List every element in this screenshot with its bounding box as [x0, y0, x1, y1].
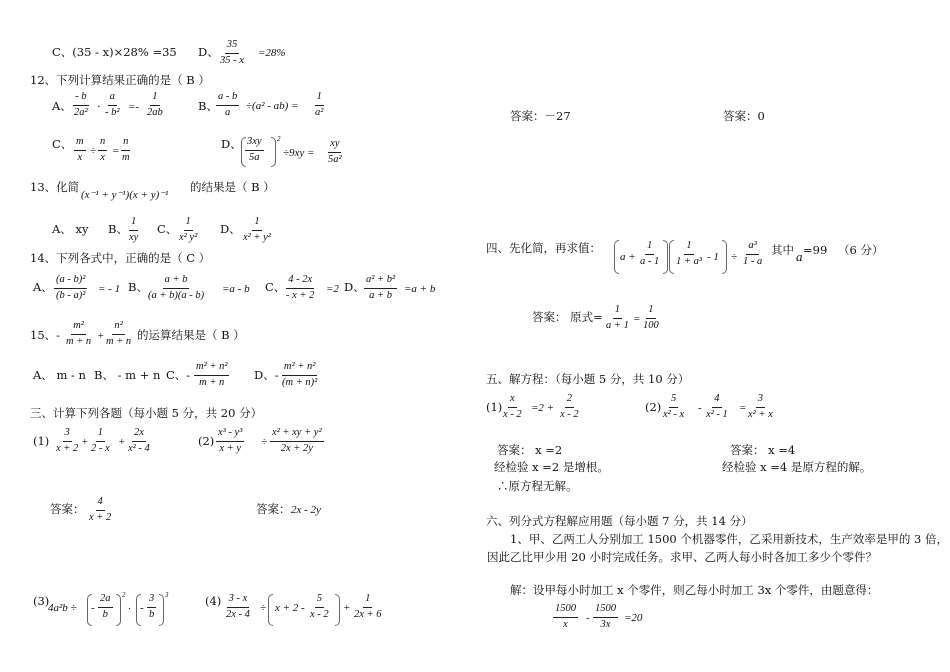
q13-option-c-label: C、 — [157, 222, 178, 236]
s5-p2-op: - — [698, 402, 702, 414]
denominator: 2x + 2y — [280, 442, 313, 454]
s4-score: （6 分） — [838, 243, 884, 257]
s4-answer-frac1 — [604, 305, 631, 331]
numerator: 1 — [252, 217, 261, 231]
numerator: 1 — [150, 92, 159, 106]
q12-b-mid: ÷(a² - ab) = — [246, 100, 299, 112]
s5-p1-mid: =2 + — [531, 402, 555, 414]
s4-answer-frac2 — [641, 305, 661, 331]
numerator: x² + xy + y² — [270, 428, 324, 442]
denominator: x — [100, 151, 105, 163]
numerator: 3xy — [245, 137, 264, 151]
q12-c-frac1 — [74, 137, 86, 163]
denominator: x² + x — [748, 408, 773, 420]
s3-p3-frac2 — [147, 594, 156, 620]
q12-a-frac2 — [103, 92, 122, 118]
s6-eq-op: - — [586, 612, 590, 624]
numerator: 5 — [315, 594, 324, 608]
denominator: x² + y² — [243, 231, 271, 243]
right-paren — [159, 594, 164, 626]
denominator: 2 - x — [91, 442, 110, 454]
denominator: - x + 2 — [286, 289, 315, 301]
s4-op: ÷ — [731, 251, 738, 263]
s4-frac2 — [674, 241, 704, 267]
numerator: 2x — [132, 428, 146, 442]
numerator: n — [98, 137, 107, 151]
denominator: x² - 1 — [706, 408, 728, 420]
q14-title: 14、下列各式中，正确的是（ C ） — [30, 251, 211, 265]
numerator: (a - b)² — [54, 275, 87, 289]
s5-check-2: 经检验 x =4 是原方程的解。 — [722, 460, 872, 474]
s5-p2-frac1 — [661, 394, 686, 420]
numerator: 3 - x — [227, 594, 250, 608]
s4-frac3 — [741, 241, 764, 267]
q14-b-rhs: =a - b — [222, 283, 250, 295]
q12-b-frac1 — [216, 92, 239, 118]
denominator: x - 2 — [310, 608, 329, 620]
denominator: a + b — [369, 289, 392, 301]
numerator: x — [508, 394, 517, 408]
s6-eq-frac2 — [593, 604, 618, 630]
q12-c-eq: = — [112, 145, 120, 157]
denominator: b — [149, 608, 155, 620]
s3-p4-frac2 — [308, 594, 331, 620]
q14-d-rhs: =a + b — [404, 283, 436, 295]
denominator: x² - x — [663, 408, 685, 420]
q14-d-frac — [364, 275, 397, 301]
s5-p2-eq: = — [739, 402, 747, 414]
q15-frac2 — [104, 321, 133, 347]
right-paren — [335, 594, 340, 626]
denominator: x + 2 — [89, 511, 112, 523]
numerator: 1 — [646, 305, 655, 319]
q15-option-b: B、 - m + n — [94, 368, 161, 382]
q15-frac1 — [64, 321, 93, 347]
q15-option-a: A、 m - n — [33, 368, 86, 382]
q12-d-frac1 — [245, 137, 264, 163]
numerator: 4 — [96, 497, 105, 511]
q11-d-rhs: =28% — [258, 47, 286, 59]
numerator: 3 — [147, 594, 156, 608]
denominator: 1 - a — [743, 255, 763, 267]
denominator: m + n — [66, 335, 92, 347]
q12-b-frac2 — [313, 92, 325, 118]
s4-answer-eq: = — [633, 313, 641, 325]
s4-frac1 — [638, 241, 661, 267]
q13-option-b-label: B、 — [108, 222, 128, 236]
denominator: x - 2 — [503, 408, 522, 420]
right-paren — [271, 137, 276, 167]
s5-p2-frac3 — [746, 394, 775, 420]
numerator: 1 — [129, 217, 138, 231]
s4-cond: 其中 — [771, 243, 794, 257]
numerator: xy — [328, 139, 341, 153]
s6-eq-frac1 — [553, 604, 578, 630]
section-3-title: 三、计算下列各题（每小题 5 分，共 20 分） — [30, 406, 263, 420]
s3-p1-op1: + — [81, 436, 89, 448]
q14-c-label: C、 — [265, 280, 286, 294]
numerator: m² — [71, 321, 86, 335]
denominator: (a + b)(a - b) — [148, 289, 205, 301]
denominator: a + 1 — [606, 319, 629, 331]
denominator: 5a — [249, 151, 260, 163]
numerator: 1 — [684, 241, 693, 255]
s3-p1-frac3 — [126, 428, 152, 454]
numerator: a - b — [216, 92, 239, 106]
q12-title: 12、下列计算结果正确的是（ B ） — [30, 73, 210, 87]
right-paren — [663, 240, 668, 274]
q15-d-frac — [280, 362, 319, 388]
numerator: 4 - 2x — [286, 275, 314, 289]
numerator: 4 — [712, 394, 721, 408]
denominator: 5a² — [328, 153, 342, 165]
q14-c-rhs: =2 — [326, 283, 339, 295]
numerator: a³ — [746, 241, 758, 255]
denominator: - b² — [105, 106, 120, 118]
s5-p1-frac1 — [501, 394, 524, 420]
numerator: m² + n² — [282, 362, 317, 376]
q13-c-frac — [177, 217, 199, 243]
numerator: 3 — [63, 428, 72, 442]
s3-p4-frac3 — [352, 594, 384, 620]
q13-option-a: A、 xy — [52, 222, 89, 236]
s5-p2-frac2 — [704, 394, 730, 420]
q14-a-rhs: = - 1 — [98, 283, 121, 295]
q13-option-d-label: D、 — [220, 222, 241, 236]
q12-b-label: B、 — [198, 99, 218, 113]
s3-p4-mid: x + 2 - — [275, 602, 305, 614]
section-5-title: 五、解方程：（每小题 5 分，共 10 分） — [486, 372, 690, 386]
denominator: x² - 4 — [128, 442, 150, 454]
s5-p1-label: (1) — [486, 400, 503, 414]
s5-conclusion-1: ∴原方程无解。 — [497, 479, 578, 493]
q12-d-mid: ÷9xy = — [283, 147, 315, 159]
q13-tail: 的结果是（ B ） — [190, 180, 275, 194]
numerator: 2 — [565, 394, 574, 408]
s3-p4-label: (4) — [205, 594, 222, 608]
numerator: 35 — [225, 40, 240, 54]
denominator: m + n — [199, 376, 225, 388]
numerator: 1500 — [553, 604, 578, 618]
numerator: 1 — [96, 428, 105, 442]
answer-top-1: 答案：－27 — [510, 109, 571, 123]
numerator: 1 — [613, 305, 622, 319]
s3-answer-2-value: 2x - 2y — [291, 504, 321, 516]
q15-c-frac — [194, 362, 229, 388]
numerator: - b — [73, 92, 88, 106]
minus-sign: - — [91, 602, 95, 614]
q14-a-label: A、 — [33, 280, 53, 294]
s3-answer-2-label: 答案： — [256, 502, 291, 516]
q12-a-frac3 — [145, 92, 165, 118]
right-paren — [722, 240, 727, 274]
s5-answer-2: 答案： x =4 — [730, 443, 796, 457]
numerator: 1 — [645, 241, 654, 255]
denominator: x + 2 — [56, 442, 79, 454]
s5-check-1: 经检验 x =2 是增根。 — [494, 460, 609, 474]
denominator: x — [77, 151, 83, 163]
q15-title-pre: 15、- — [30, 328, 61, 342]
numerator: 1 — [363, 594, 372, 608]
s3-p2-op: ÷ — [261, 436, 268, 448]
exponent: 2 — [277, 135, 281, 143]
denominator: m — [122, 151, 130, 163]
s3-p2-frac1 — [216, 428, 244, 454]
section-6-title: 六、列分式方程解应用题（每小题 7 分，共 14 分） — [486, 514, 753, 528]
denominator: (b - a)² — [56, 289, 86, 301]
s6-eq-rhs: =20 — [624, 612, 643, 624]
s4-cond-var: a — [796, 249, 803, 264]
s3-p1-label: (1) — [33, 434, 50, 448]
q11-d-fraction — [218, 40, 246, 66]
s3-p4-frac1 — [224, 594, 252, 620]
denominator: 35 - x — [220, 54, 244, 66]
denominator: a - 1 — [640, 255, 660, 267]
numerator: 1 — [315, 92, 324, 106]
s6-problem-line-1: 1、甲、乙两工人分别加工 1500 个机器零件，乙采用新技术，生产效率是甲的 3 倍， — [510, 532, 949, 546]
q12-a-label: A、 — [52, 99, 72, 113]
numerator: a — [108, 92, 117, 106]
s6-problem-line-2: 因此乙比甲少用 20 小时完成任务。求甲、乙两人每小时各加工多少个零件？ — [487, 550, 877, 564]
denominator: b — [102, 608, 108, 620]
section-4-title: 四、先化简，再求值： — [486, 241, 601, 255]
q13-title: 13、化简 — [30, 180, 80, 194]
q12-c-label: C、 — [52, 137, 73, 151]
s3-p3-lead: 4a²b ÷ — [48, 602, 77, 614]
denominator: x² y² — [179, 231, 198, 243]
s3-p3-frac1 — [98, 594, 113, 620]
q13-d-frac — [241, 217, 273, 243]
s6-solution-setup: 解：设甲每小时加工 x 个零件，则乙每小时加工 3x 个零件，由题意得： — [510, 583, 879, 597]
numerator: n — [121, 137, 130, 151]
s5-answer-1: 答案： x =2 — [497, 443, 563, 457]
answer-top-2: 答案：0 — [723, 109, 765, 123]
denominator: xy — [129, 231, 139, 243]
denominator: x + y — [219, 442, 242, 454]
s4-e1: a + — [620, 251, 636, 263]
q12-c-frac3 — [120, 137, 132, 163]
s4-answer-label: 答案： 原式= — [532, 310, 603, 324]
q14-a-frac — [54, 275, 87, 301]
s3-answer-1-label: 答案： — [50, 502, 85, 516]
denominator: 2ab — [147, 106, 163, 118]
denominator: (m + n)² — [282, 376, 318, 388]
s3-p1-frac2 — [89, 428, 112, 454]
s3-p4-op: + — [343, 602, 351, 614]
numerator: 2a — [98, 594, 113, 608]
q13-expression: (x⁻¹ + y⁻¹)(x + y)⁻¹ — [81, 189, 169, 201]
left-paren — [268, 594, 273, 626]
denominator: 2a² — [74, 106, 88, 118]
q15-d-label: D、- — [254, 368, 279, 382]
denominator: 2x - 4 — [226, 608, 250, 620]
denominator: 3x — [600, 618, 611, 630]
q11-option-d-label: D、 — [198, 45, 219, 59]
left-paren — [614, 240, 619, 274]
q15-op: + — [97, 330, 105, 342]
denominator: x - 2 — [560, 408, 579, 420]
divide-sign: ÷ — [260, 602, 267, 614]
minus-sign: - — [140, 602, 144, 614]
dot-operator: · — [97, 99, 101, 113]
s5-p2-label: (2) — [645, 400, 662, 414]
denominator: 1 + a³ — [676, 255, 702, 267]
denominator: a — [225, 106, 231, 118]
dot-operator: · — [128, 603, 131, 615]
q15-c-label: C、- — [166, 368, 191, 382]
denominator: m + n — [106, 335, 132, 347]
s3-p2-label: (2) — [198, 434, 215, 448]
denominator: 100 — [643, 319, 659, 331]
s5-p1-frac2 — [558, 394, 581, 420]
q12-d-frac2 — [326, 139, 344, 165]
s3-p1-frac1 — [54, 428, 80, 454]
q14-c-frac — [284, 275, 316, 301]
numerator: 3 — [756, 394, 765, 408]
exponent: 2 — [122, 591, 126, 599]
denominator: a² — [315, 106, 324, 118]
numerator: a² + b² — [364, 275, 397, 289]
q14-d-label: D、 — [344, 280, 365, 294]
q15-tail: 的运算结果是（ B ） — [137, 328, 245, 342]
numerator: 1500 — [593, 604, 618, 618]
numerator: a + b — [163, 275, 190, 289]
q14-b-label: B、 — [128, 280, 148, 294]
numerator: 1 — [184, 217, 193, 231]
q12-d-label: D、 — [221, 137, 242, 151]
q12-c-frac2 — [98, 137, 107, 163]
s3-p2-frac2 — [270, 428, 324, 454]
s3-answer-1-frac — [87, 497, 113, 523]
numerator: 5 — [669, 394, 678, 408]
numerator: m — [74, 137, 86, 151]
denominator: x — [563, 618, 568, 630]
s4-e2: - 1 — [707, 251, 719, 263]
numerator: n² — [112, 321, 124, 335]
q12-a-eq: =- — [128, 101, 140, 113]
q12-a-frac1 — [72, 92, 90, 118]
denominator: 2x + 6 — [354, 608, 382, 620]
exponent: 3 — [165, 591, 169, 599]
q13-b-frac — [127, 217, 140, 243]
s3-p1-op2: + — [118, 436, 126, 448]
s3-p3-label: (3) — [33, 594, 50, 608]
s4-cond-value: =99 — [803, 243, 828, 257]
q14-b-frac — [146, 275, 206, 301]
q12-c-op: ÷ — [90, 145, 97, 157]
numerator: m² + n² — [194, 362, 229, 376]
numerator: x³ - y³ — [216, 428, 244, 442]
q11-option-c: C、(35 - x)×28% =35 — [52, 45, 177, 59]
right-paren — [116, 594, 121, 626]
